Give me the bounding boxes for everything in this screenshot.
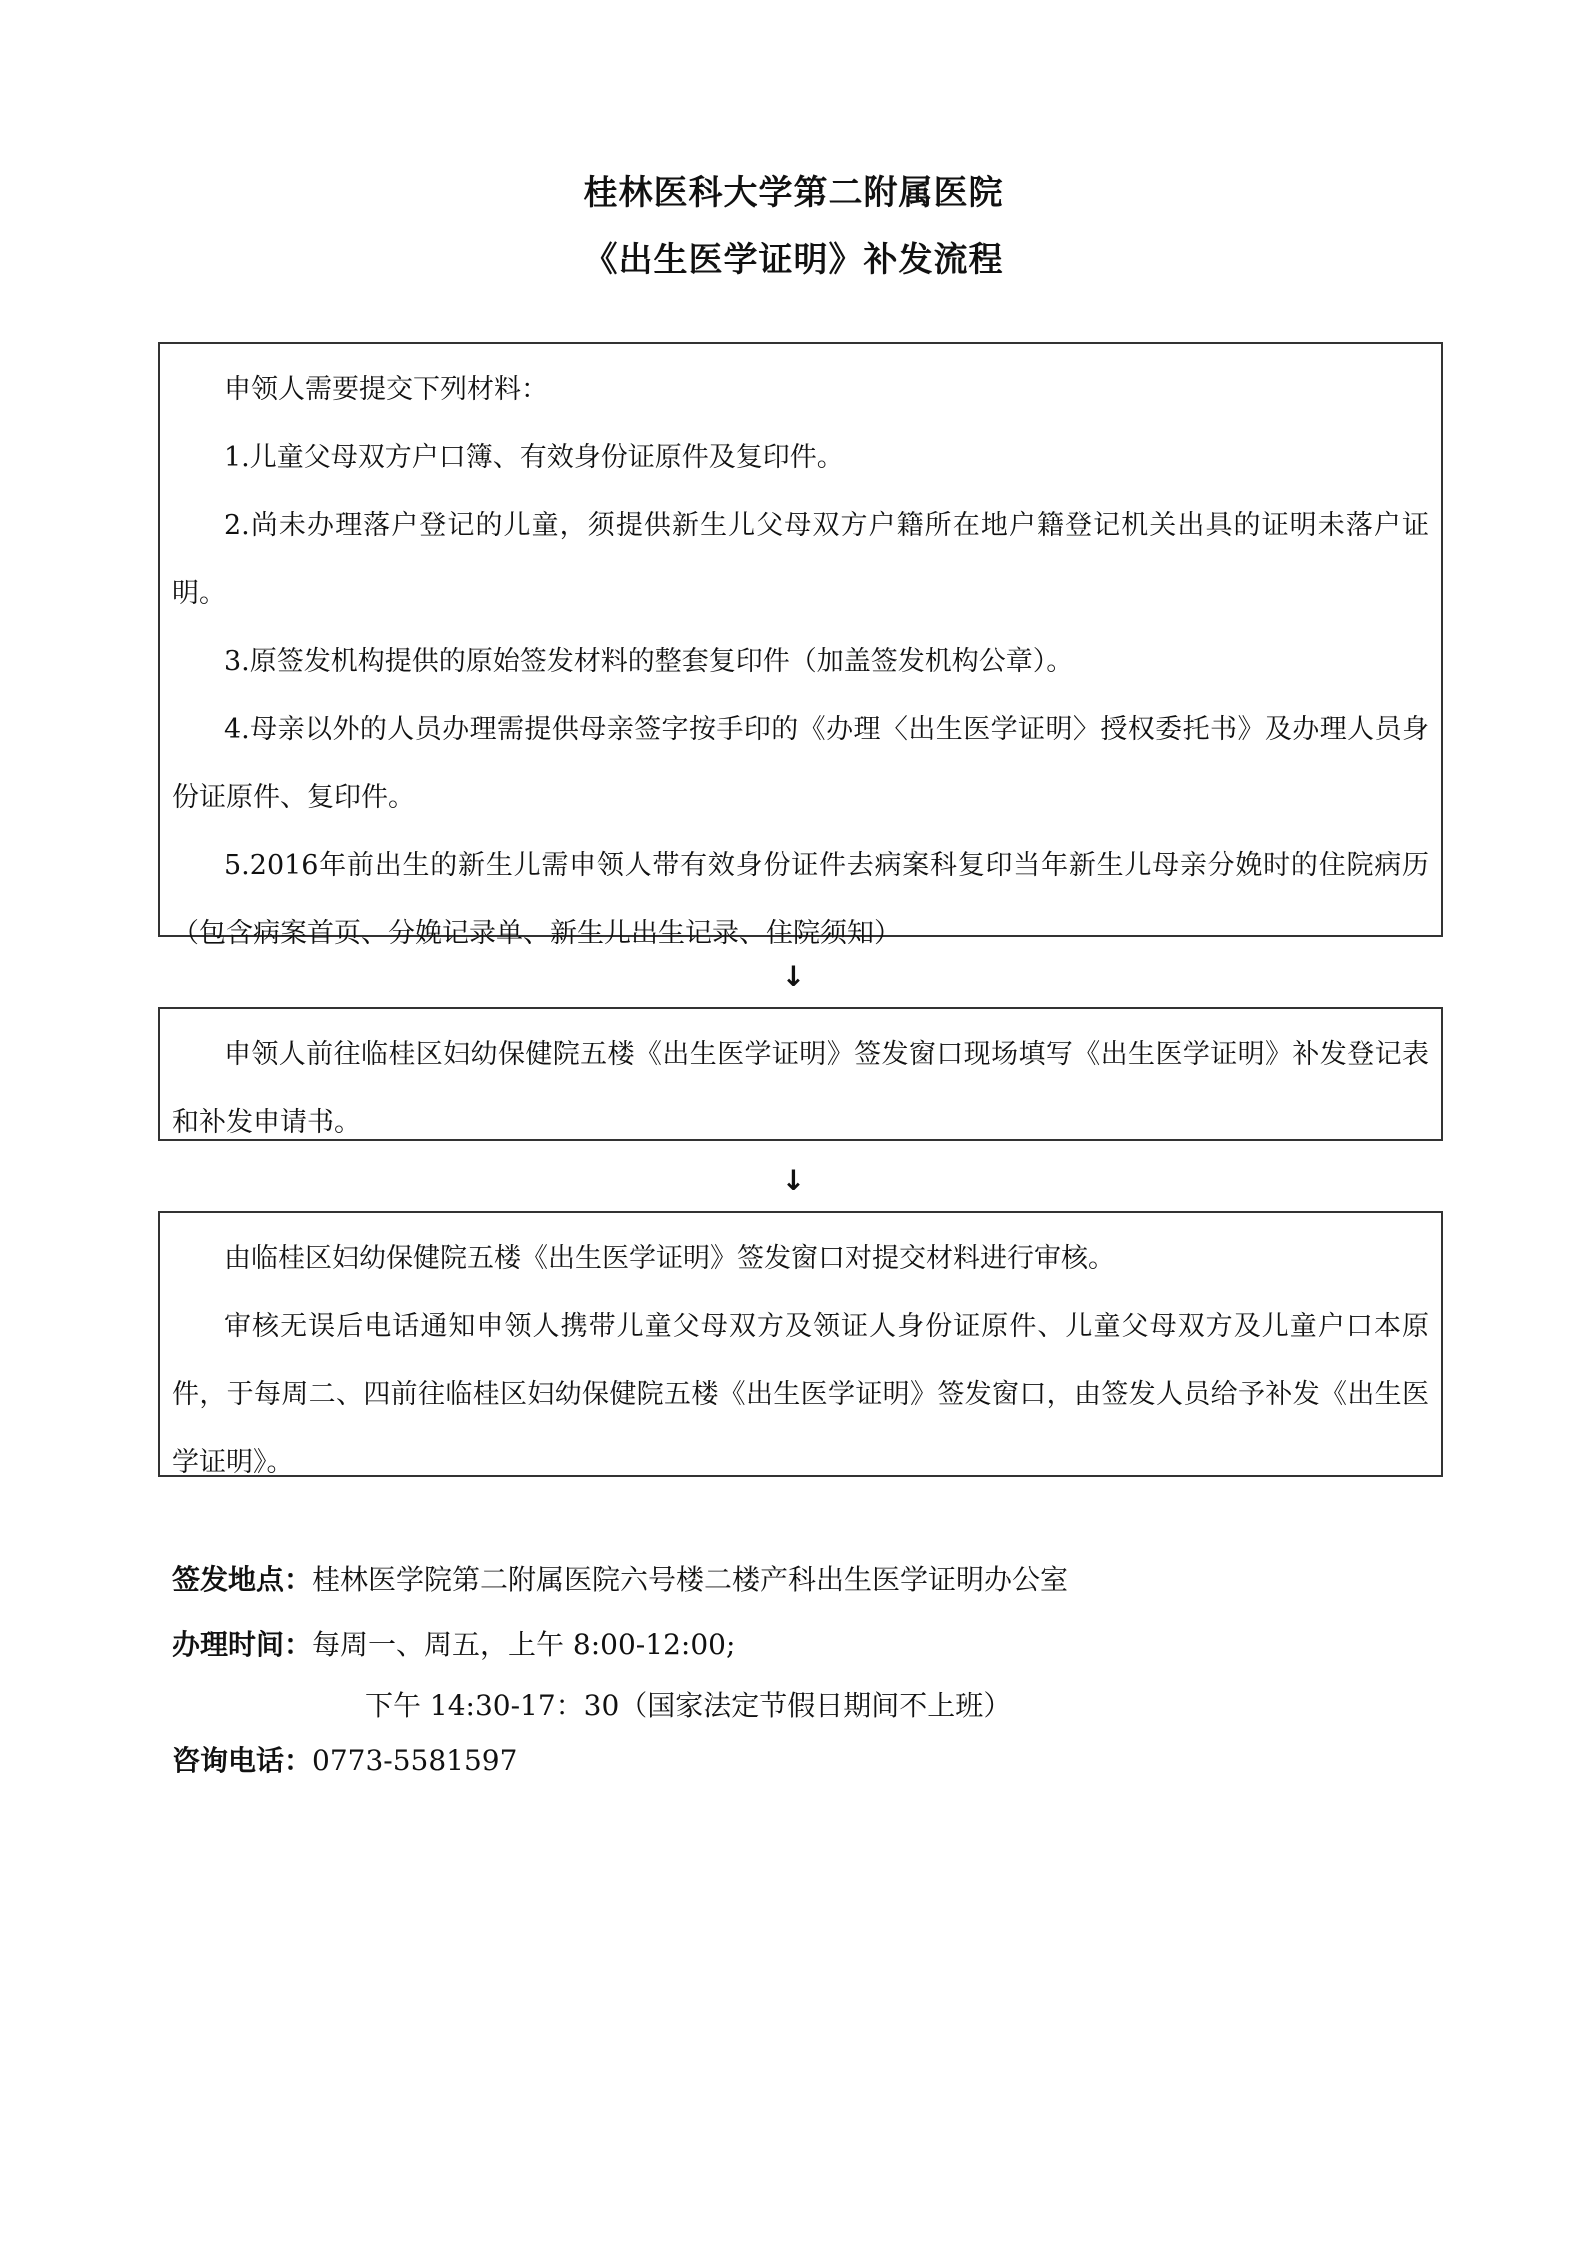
issuing-location-value: 桂林医学院第二附属医院六号楼二楼产科出生医学证明办公室 [312,1563,1069,1596]
document-title: 桂林医科大学第二附属医院 [583,173,1004,213]
reissue-step-text: 审核无误后电话通知申领人携带儿童父母双方及领证人身份证原件、儿童父母双方及儿童户口本原件，于每周二、四前往临桂区妇幼保健院五楼《出生医学证明》签发窗口，由签发人员给予补发《出生医学证明》。 [172,1311,1429,1478]
materials-item-5: 5.2016年前出生的新生儿需申领人带有效身份证件去病案科复印当年新生儿母亲分娩时的住院病历（包含病案首页、分娩记录单、新生儿出生记录、住院须知） [172,850,1429,949]
materials-box [158,342,1443,949]
application-step-text: 申领人前往临桂区妇幼保健院五楼《出生医学证明》签发窗口现场填写《出生医学证明》补发登记表和补发申请书。 [172,1039,1429,1138]
office-hours [172,1621,1472,1669]
materials-item-4: 4.母亲以外的人员办理需提供母亲签字按手印的《办理〈出生医学证明〉授权委托书》及办理人员身份证原件、复印件。 [172,714,1429,813]
flow-arrow-down-icon: ↓ [781,1164,806,1197]
materials-item-2: 2.尚未办理落户登记的儿童，须提供新生儿父母双方户籍所在地户籍登记机关出具的证明未落户证明。 [172,510,1429,609]
application-box [158,1007,1443,1141]
office-hours-afternoon: 下午 14:30-17：30（国家法定节假日期间不上班） [365,1689,1012,1722]
office-hours-morning: 每周一、周五，上午 8:00-12:00; [312,1628,736,1661]
materials-item-1: 1.儿童父母双方户口簿、有效身份证原件及复印件。 [224,442,844,473]
consult-phone [172,1737,1472,1785]
consult-phone-label: 咨询电话： [172,1744,313,1777]
consult-phone-value: 0773-5581597 [312,1744,518,1777]
issuing-location-label: 签发地点： [172,1563,313,1596]
office-hours-label: 办理时间： [172,1628,313,1661]
review-step-text: 由临桂区妇幼保健院五楼《出生医学证明》签发窗口对提交材料进行审核。 [224,1243,1115,1274]
materials-intro: 申领人需要提交下列材料： [224,374,548,405]
review-box [158,1211,1443,1477]
flow-arrow-down-icon: ↓ [781,960,806,993]
issuing-location [172,1556,1472,1604]
document-subtitle: 《出生医学证明》补发流程 [583,240,1004,280]
materials-item-3: 3.原签发机构提供的原始签发材料的整套复印件（加盖签发机构公章）。 [224,646,1074,677]
